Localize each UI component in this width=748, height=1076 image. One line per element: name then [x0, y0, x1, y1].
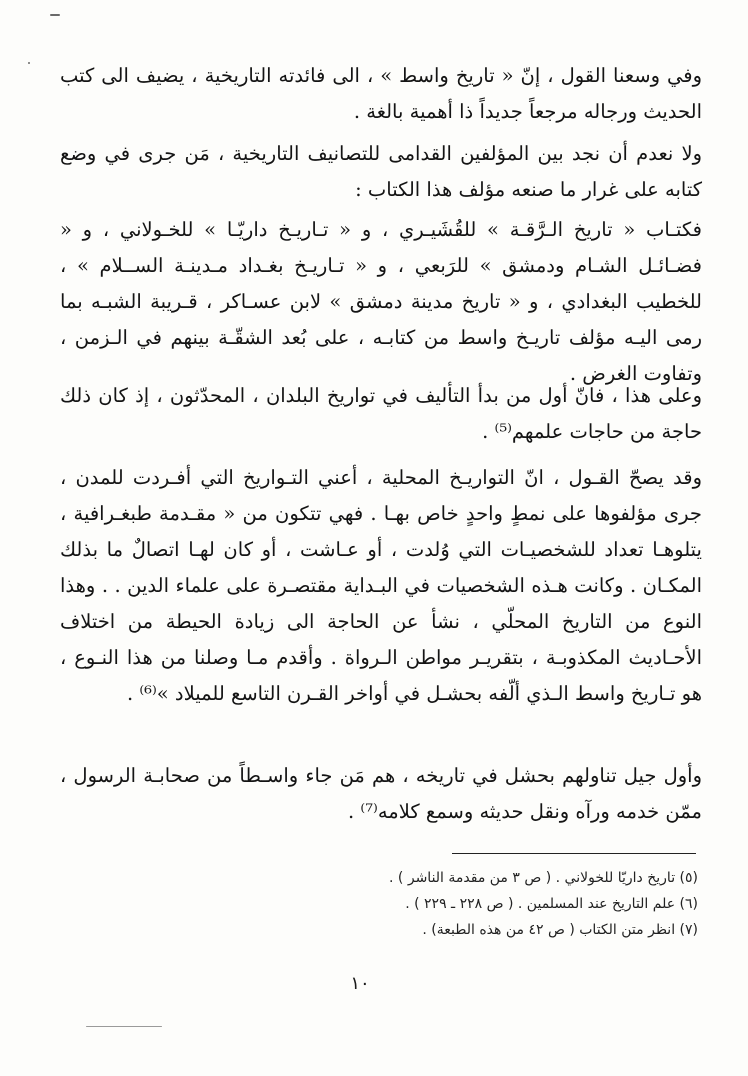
- scan-speck-left: [28, 62, 30, 64]
- footnote-6: (٦) علم التاريخ عند المسلمين . ( ص ٢٢٨ ـ ٢٢٩ ) .: [405, 896, 698, 912]
- paragraph-6: وأول جيل تناولهم بحشل في تاريخه ، هم مَن جاء واسـطاً من صحابـة الرسول ، ممّن خدمه ورآه ونقل حديثه وسمع كلامه⁽⁷⁾ .: [60, 764, 702, 823]
- paragraph-5: وقد يصحّ القـول ، انّ التواريـخ المحلية ، أعني التـواريخ التي أفـردت للمدن ، جرى مؤلفوها على نمطٍ واحدٍ خاص بهـا . فهي تتكون من « مقـدمة طبغـرافية ، يتلوهـا تعداد للشخصيـات التي وُلدت ، أو عـاشت ، أو كان لهـا اتصالٌ ما بذلك المكـان . وكانت هـذه الشخصيات في البـداية مقتصـرة على علماء الدين . . وهذا النوع من التاريخ المحلّي ، نشأ عن الحاجة الى زيادة الحيطة من اختلاف الأحـاديث المكذوبـة ، بتقريـر مواطن الـرواة . وأقدم مـا وصلنا من هذا النـوع ، هو تـاريخ واسط الـذي ألّفه بحشـل في أواخر القـرن التاسع للميلاد »⁽⁶⁾ .: [60, 466, 702, 705]
- paragraph-3: فكتـاب « تاريخ الـرَّقـة » للقُشَيـري ، و « تـاريـخ داريّـا » للخـولاني ، و « فضـائـل الشـام ودمشق » للرَبعي ، و « تـاريـخ بغـداد مـدينـة الســلام » ، للخطيب البغدادي ، و « تاريخ مدينة دمشق » لابن عسـاكر ، قـريبة الشبـه بما رمى اليـه مؤلف تاريـخ واسط من كتابـه ، على بُعد الشقّـة بينهم في الـزمن ، وتفاوت الغرض .: [60, 218, 702, 385]
- page-number: ١٠: [350, 973, 370, 994]
- footnotes: [300, 868, 698, 946]
- scan-speck-top: [50, 14, 60, 16]
- paragraph-1: وفي وسعنا القول ، إنّ « تاريخ واسط » ، الى فائدته التاريخية ، يضيف الى كتب الحديث ورجاله مرجعاً جديداً ذا أهمية بالغة .: [60, 64, 702, 123]
- footnote-7: (٧) انظر متن الكتاب ( ص ٤٢ من هذه الطبعة) .: [422, 922, 698, 938]
- footnote-5: (٥) تاريخ داريّا للخولاني . ( ص ٣ من مقدمة الناشر ) .: [389, 870, 698, 886]
- paragraph-4: وعلى هذا ، فانّ أول من بدأ التأليف في تواريخ البلدان ، المحدّثون ، إذ كان ذلك حاجة من حاجات علمهم⁽⁵⁾ .: [60, 384, 702, 443]
- footnote-divider: [452, 853, 696, 854]
- scan-speck-bottom: [86, 1026, 162, 1027]
- paragraph-2: ولا نعدم أن نجد بين المؤلفين القدامى للتصانيف التاريخية ، مَن جرى في وضع كتابه على غرار ما صنعه مؤلف هذا الكتاب :: [60, 142, 702, 201]
